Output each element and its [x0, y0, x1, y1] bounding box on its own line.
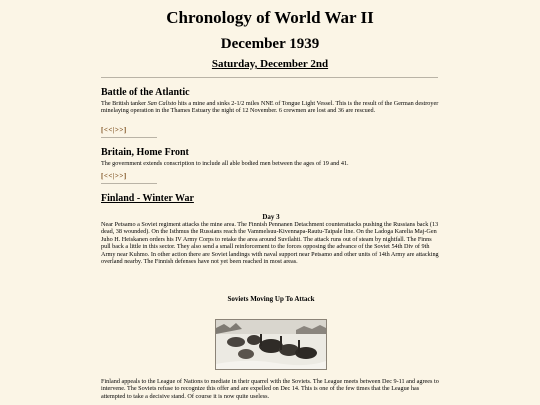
section-heading-winter-war[interactable]: Finland - Winter War	[101, 193, 194, 204]
month-heading: December 1939	[220, 36, 320, 52]
photo-image	[216, 320, 326, 369]
nav-arrows: [<<|>>]	[101, 126, 127, 134]
nav-arrows: [<<|>>]	[101, 172, 127, 180]
divider	[101, 77, 438, 78]
section-text-home-front: The government extends conscription to include all able bodied men between the ages of 19 and 41.	[101, 160, 349, 167]
day-subheading: Day 3	[262, 213, 280, 221]
photo-caption: Soviets Moving Up To Attack	[227, 295, 315, 303]
section-text-league: Finland appeals to the League of Nations to mediate in their quarrel with the Soviets. The League meets between Dec 9-11 and agrees to intervene. The Soviets refuse to recognize this offer and are expelled on Dec 14. This is one of the few times that the League has attempted to take a decisive stand. Of course it is now quite useless.	[101, 378, 439, 400]
nav-first-link[interactable]: [<<	[101, 126, 113, 134]
nav-first-link[interactable]: [<<	[101, 172, 113, 180]
ship-name: San Calisto	[147, 100, 177, 107]
soviet-troops-photo	[215, 319, 327, 370]
section-text-atlantic: The British tanker San Calisto hits a mine and sinks 2-1/2 miles NNE of Tongue Light Vessel. This is the result of the German destroyer minelaying operation in the Thames Estuary the night of 12 November. 6 crewmen are lost and 36 are rescued.	[101, 100, 439, 115]
nav-next-link[interactable]: >>]	[114, 172, 127, 180]
section-heading-home-front: Britain, Home Front	[101, 147, 189, 158]
nav-next-link[interactable]: >>]	[114, 126, 127, 134]
divider	[101, 137, 157, 138]
divider	[101, 183, 157, 184]
section-heading-atlantic: Battle of the Atlantic	[101, 87, 190, 98]
page-title: Chronology of World War II	[166, 8, 374, 27]
date-heading: Saturday, December 2nd	[211, 58, 329, 70]
section-text-winter-war: Near Petsamo a Soviet regiment attacks the mine area. The Finnish Pennanen Detachment counterattacks pushing the Russians back (13 dead, 38 wounded). On the Isthmus the Russians reach the Vammelsuu-Kivennapa-Rautu-Taipale line. On the Ladoga Karelia Maj-Gen Juho H. Heiskanen orders his IV Army Corps to retake the area around Suvilahti. The attack runs out of steam by nightfall. The Finns pull back a little in this sector. They also send a small reinforcement to the forces opposing the advance of the Soviet 54th Div of 9th Army near Kuhmo. In other action there are Soviet landings with naval support near Petsamo and other units of 14th Army are attacking overland nearby. The Finnish defenses have not yet been reached in most areas.	[101, 221, 439, 266]
